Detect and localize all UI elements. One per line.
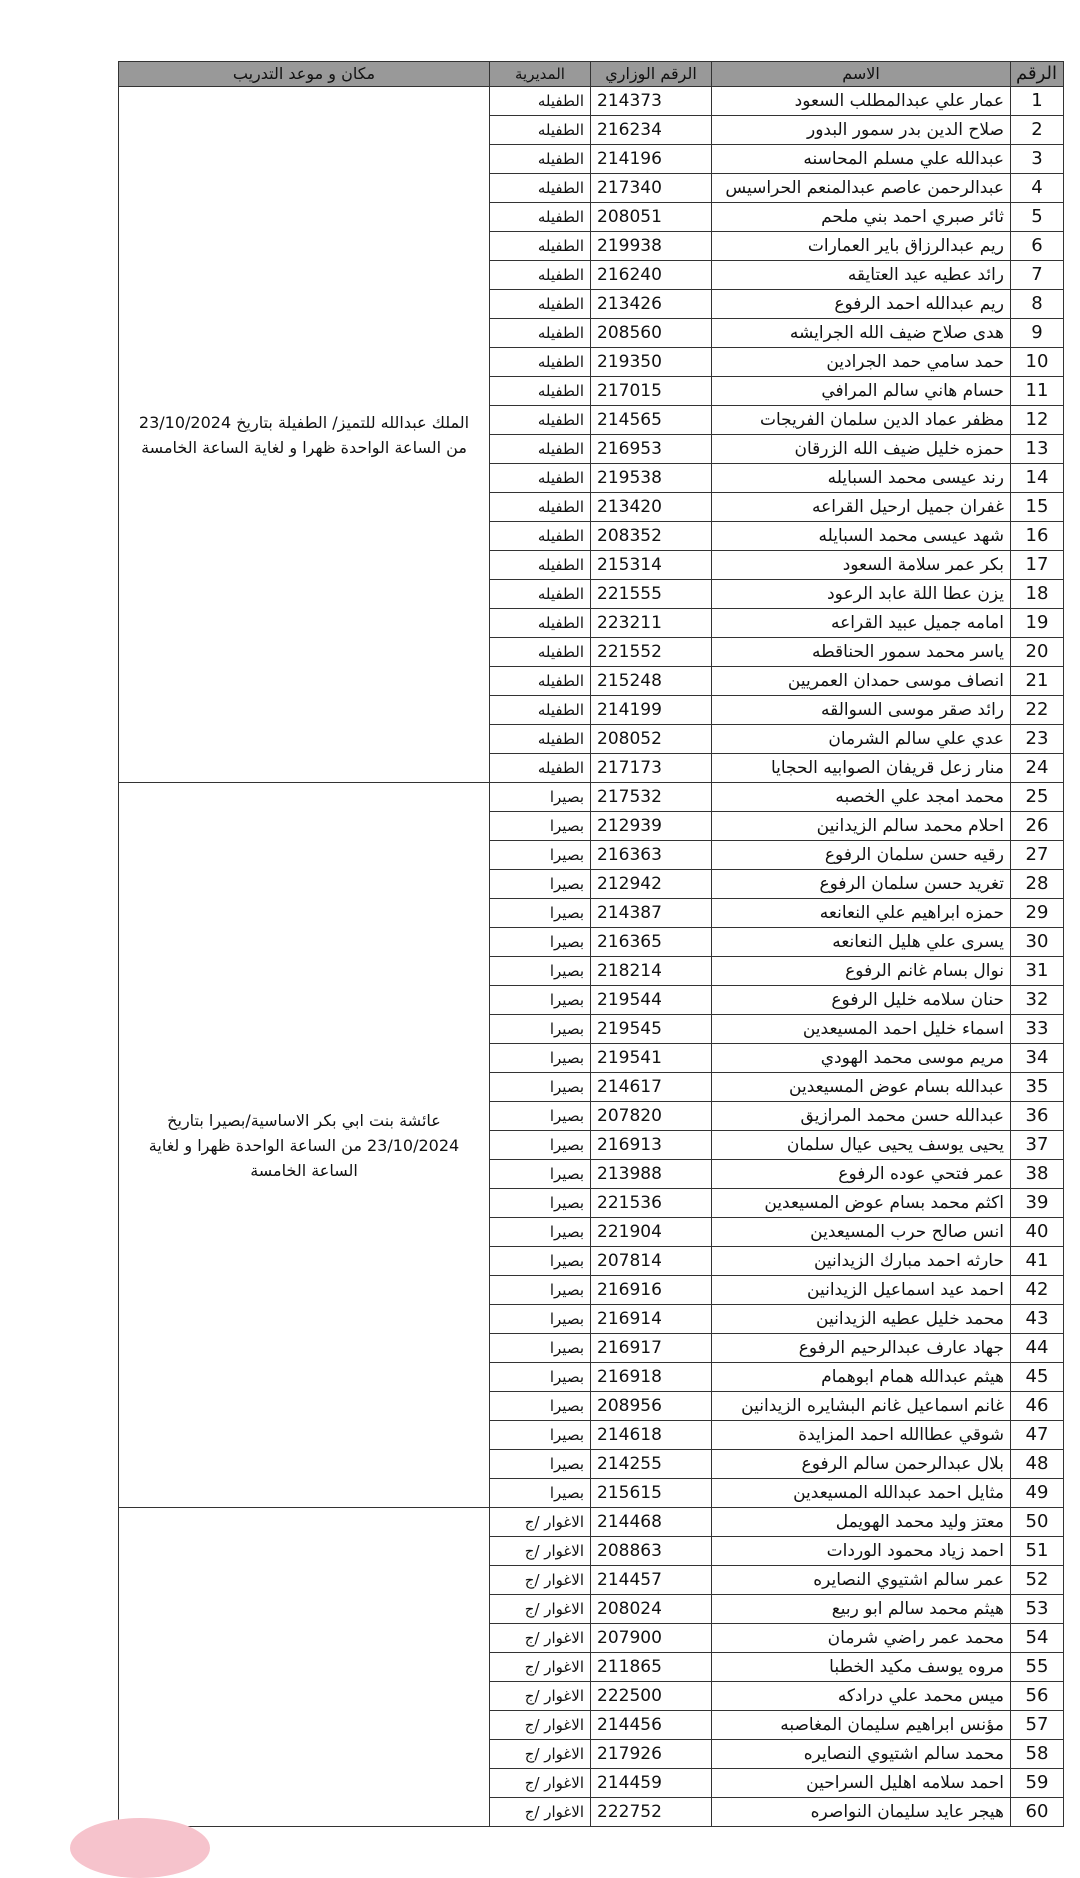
cell-num: 12 bbox=[1011, 406, 1064, 435]
trainees-table bbox=[118, 61, 1064, 1827]
cell-num: 3 bbox=[1011, 145, 1064, 174]
cell-num: 50 bbox=[1011, 1508, 1064, 1537]
cell-directorate: بصيرا bbox=[490, 841, 591, 870]
cell-name: حمد سامي حمد الجرادين bbox=[712, 348, 1011, 377]
cell-name: شوقي عطاالله احمد المزايدة bbox=[712, 1421, 1011, 1450]
cell-num: 11 bbox=[1011, 377, 1064, 406]
cell-ministerial-id: 214617 bbox=[591, 1073, 712, 1102]
cell-name: معتز وليد محمد الهويمل bbox=[712, 1508, 1011, 1537]
cell-directorate: الطفيله bbox=[490, 87, 591, 116]
cell-num: 23 bbox=[1011, 725, 1064, 754]
cell-name: محمد خليل عطيه الزيدانين bbox=[712, 1305, 1011, 1334]
cell-ministerial-id: 214565 bbox=[591, 406, 712, 435]
cell-num: 59 bbox=[1011, 1769, 1064, 1798]
cell-num: 54 bbox=[1011, 1624, 1064, 1653]
cell-num: 51 bbox=[1011, 1537, 1064, 1566]
cell-ministerial-id: 208352 bbox=[591, 522, 712, 551]
cell-directorate: الطفيله bbox=[490, 232, 591, 261]
cell-name: يحيى يوسف يحيى عيال سلمان bbox=[712, 1131, 1011, 1160]
cell-num: 34 bbox=[1011, 1044, 1064, 1073]
cell-directorate: الطفيله bbox=[490, 174, 591, 203]
cell-name: محمد امجد علي الخصبه bbox=[712, 783, 1011, 812]
cell-ministerial-id: 216918 bbox=[591, 1363, 712, 1392]
cell-ministerial-id: 214255 bbox=[591, 1450, 712, 1479]
cell-directorate: الطفيله bbox=[490, 551, 591, 580]
cell-num: 56 bbox=[1011, 1682, 1064, 1711]
cell-ministerial-id: 212939 bbox=[591, 812, 712, 841]
cell-num: 2 bbox=[1011, 116, 1064, 145]
cell-directorate: بصيرا bbox=[490, 1189, 591, 1218]
cell-num: 37 bbox=[1011, 1131, 1064, 1160]
cell-directorate: الطفيله bbox=[490, 203, 591, 232]
cell-ministerial-id: 213426 bbox=[591, 290, 712, 319]
cell-name: عبدالله علي مسلم المحاسنه bbox=[712, 145, 1011, 174]
cell-directorate: بصيرا bbox=[490, 899, 591, 928]
cell-directorate: بصيرا bbox=[490, 1479, 591, 1508]
cell-name: اكثم محمد بسام عوض المسيعدين bbox=[712, 1189, 1011, 1218]
cell-name: رند عيسى محمد السبايله bbox=[712, 464, 1011, 493]
cell-name: مثايل احمد عبدالله المسيعدين bbox=[712, 1479, 1011, 1508]
cell-directorate: بصيرا bbox=[490, 783, 591, 812]
cell-name: عمار علي عبدالمطلب السعود bbox=[712, 87, 1011, 116]
cell-name: احمد عيد اسماعيل الزيدانين bbox=[712, 1276, 1011, 1305]
cell-num: 4 bbox=[1011, 174, 1064, 203]
cell-directorate: الاغوار /ج bbox=[490, 1508, 591, 1537]
cell-num: 35 bbox=[1011, 1073, 1064, 1102]
cell-name: صلاح الدين بدر سمور البدور bbox=[712, 116, 1011, 145]
cell-num: 31 bbox=[1011, 957, 1064, 986]
cell-name: هيجر عايد سليمان النواصره bbox=[712, 1798, 1011, 1827]
stamp-mark bbox=[70, 1818, 210, 1878]
cell-name: حمزه ابراهيم علي النعانعه bbox=[712, 899, 1011, 928]
cell-name: حارثه احمد مبارك الزيدانين bbox=[712, 1247, 1011, 1276]
cell-name: احمد سلامه اهليل السراحين bbox=[712, 1769, 1011, 1798]
cell-directorate: الاغوار /ج bbox=[490, 1682, 591, 1711]
cell-directorate: الاغوار /ج bbox=[490, 1595, 591, 1624]
cell-ministerial-id: 221552 bbox=[591, 638, 712, 667]
cell-directorate: بصيرا bbox=[490, 1421, 591, 1450]
cell-num: 58 bbox=[1011, 1740, 1064, 1769]
cell-name: رائد عطيه عيد العتايقه bbox=[712, 261, 1011, 290]
cell-ministerial-id: 216913 bbox=[591, 1131, 712, 1160]
cell-num: 30 bbox=[1011, 928, 1064, 957]
cell-name: ميس محمد علي درادكه bbox=[712, 1682, 1011, 1711]
cell-num: 52 bbox=[1011, 1566, 1064, 1595]
cell-ministerial-id: 223211 bbox=[591, 609, 712, 638]
cell-directorate: الطفيله bbox=[490, 638, 591, 667]
cell-ministerial-id: 216953 bbox=[591, 435, 712, 464]
cell-ministerial-id: 217340 bbox=[591, 174, 712, 203]
cell-num: 47 bbox=[1011, 1421, 1064, 1450]
cell-directorate: الاغوار /ج bbox=[490, 1798, 591, 1827]
cell-ministerial-id: 216363 bbox=[591, 841, 712, 870]
cell-directorate: بصيرا bbox=[490, 1247, 591, 1276]
cell-ministerial-id: 208560 bbox=[591, 319, 712, 348]
cell-directorate: الطفيله bbox=[490, 319, 591, 348]
table-row bbox=[119, 1508, 1064, 1537]
cell-name: منار زعل قريفان الصوابيه الحجايا bbox=[712, 754, 1011, 783]
cell-ministerial-id: 219350 bbox=[591, 348, 712, 377]
cell-directorate: الاغوار /ج bbox=[490, 1711, 591, 1740]
cell-directorate: بصيرا bbox=[490, 870, 591, 899]
cell-ministerial-id: 217173 bbox=[591, 754, 712, 783]
cell-ministerial-id: 219545 bbox=[591, 1015, 712, 1044]
cell-name: عمر سالم اشتيوي النصايره bbox=[712, 1566, 1011, 1595]
cell-num: 7 bbox=[1011, 261, 1064, 290]
cell-num: 39 bbox=[1011, 1189, 1064, 1218]
cell-directorate: الاغوار /ج bbox=[490, 1537, 591, 1566]
cell-directorate: الطفيله bbox=[490, 493, 591, 522]
cell-num: 29 bbox=[1011, 899, 1064, 928]
cell-directorate: بصيرا bbox=[490, 1102, 591, 1131]
cell-name: شهد عيسى محمد السبايله bbox=[712, 522, 1011, 551]
header-directorate: المديرية bbox=[490, 62, 591, 87]
cell-ministerial-id: 208863 bbox=[591, 1537, 712, 1566]
cell-name: بكر عمر سلامة السعود bbox=[712, 551, 1011, 580]
cell-name: انصاف موسى حمدان العمريين bbox=[712, 667, 1011, 696]
cell-num: 43 bbox=[1011, 1305, 1064, 1334]
cell-directorate: الطفيله bbox=[490, 522, 591, 551]
table-row bbox=[119, 783, 1064, 812]
cell-name: محمد سالم اشتيوي النصايره bbox=[712, 1740, 1011, 1769]
cell-ministerial-id: 222752 bbox=[591, 1798, 712, 1827]
cell-ministerial-id: 216240 bbox=[591, 261, 712, 290]
cell-ministerial-id: 214373 bbox=[591, 87, 712, 116]
cell-ministerial-id: 216916 bbox=[591, 1276, 712, 1305]
cell-directorate: بصيرا bbox=[490, 1218, 591, 1247]
cell-ministerial-id: 213420 bbox=[591, 493, 712, 522]
cell-ministerial-id: 219538 bbox=[591, 464, 712, 493]
cell-directorate: الطفيله bbox=[490, 725, 591, 754]
cell-directorate: بصيرا bbox=[490, 1305, 591, 1334]
cell-directorate: بصيرا bbox=[490, 812, 591, 841]
cell-ministerial-id: 207814 bbox=[591, 1247, 712, 1276]
cell-name: يسرى علي هليل النعانعه bbox=[712, 928, 1011, 957]
cell-name: هيثم محمد سالم ابو ربيع bbox=[712, 1595, 1011, 1624]
cell-ministerial-id: 214199 bbox=[591, 696, 712, 725]
cell-ministerial-id: 219938 bbox=[591, 232, 712, 261]
cell-ministerial-id: 221555 bbox=[591, 580, 712, 609]
cell-ministerial-id: 219541 bbox=[591, 1044, 712, 1073]
cell-ministerial-id: 219544 bbox=[591, 986, 712, 1015]
cell-name: محمد عمر راضي شرمان bbox=[712, 1624, 1011, 1653]
cell-ministerial-id: 212942 bbox=[591, 870, 712, 899]
cell-directorate: الطفيله bbox=[490, 406, 591, 435]
cell-ministerial-id: 217015 bbox=[591, 377, 712, 406]
header-place-time: مكان و موعد التدريب bbox=[119, 62, 490, 87]
cell-num: 6 bbox=[1011, 232, 1064, 261]
cell-ministerial-id: 215314 bbox=[591, 551, 712, 580]
cell-directorate: الطفيله bbox=[490, 116, 591, 145]
cell-ministerial-id: 216234 bbox=[591, 116, 712, 145]
cell-num: 36 bbox=[1011, 1102, 1064, 1131]
cell-num: 1 bbox=[1011, 87, 1064, 116]
cell-name: امامه جميل عبيد القراعه bbox=[712, 609, 1011, 638]
cell-num: 16 bbox=[1011, 522, 1064, 551]
cell-directorate: بصيرا bbox=[490, 1363, 591, 1392]
header-name: الاسم bbox=[712, 62, 1011, 87]
cell-directorate: الطفيله bbox=[490, 754, 591, 783]
cell-ministerial-id: 221536 bbox=[591, 1189, 712, 1218]
cell-num: 48 bbox=[1011, 1450, 1064, 1479]
cell-ministerial-id: 217926 bbox=[591, 1740, 712, 1769]
cell-directorate: الاغوار /ج bbox=[490, 1624, 591, 1653]
cell-name: مروه يوسف مكيد الخطبا bbox=[712, 1653, 1011, 1682]
cell-ministerial-id: 214196 bbox=[591, 145, 712, 174]
cell-ministerial-id: 208024 bbox=[591, 1595, 712, 1624]
table-header bbox=[119, 62, 1064, 87]
cell-place-time: الملك عبدالله للتميز/ الطفيلة بتاريخ 23/10/2024 من الساعة الواحدة ظهرا و لغاية الساعة الخامسة bbox=[119, 87, 490, 783]
cell-name: انس صالح حرب المسيعدين bbox=[712, 1218, 1011, 1247]
cell-name: ريم عبدالله احمد الرفوع bbox=[712, 290, 1011, 319]
cell-directorate: الطفيله bbox=[490, 696, 591, 725]
cell-num: 49 bbox=[1011, 1479, 1064, 1508]
cell-directorate: بصيرا bbox=[490, 1334, 591, 1363]
cell-num: 10 bbox=[1011, 348, 1064, 377]
cell-ministerial-id: 218214 bbox=[591, 957, 712, 986]
cell-num: 42 bbox=[1011, 1276, 1064, 1305]
cell-directorate: الطفيله bbox=[490, 580, 591, 609]
cell-directorate: الطفيله bbox=[490, 348, 591, 377]
cell-directorate: الاغوار /ج bbox=[490, 1769, 591, 1798]
cell-num: 24 bbox=[1011, 754, 1064, 783]
cell-name: عمر فتحي عوده الرفوع bbox=[712, 1160, 1011, 1189]
header-row bbox=[119, 62, 1064, 87]
cell-ministerial-id: 213988 bbox=[591, 1160, 712, 1189]
cell-num: 15 bbox=[1011, 493, 1064, 522]
cell-directorate: الطفيله bbox=[490, 435, 591, 464]
cell-ministerial-id: 208052 bbox=[591, 725, 712, 754]
cell-name: مريم موسى محمد الهودي bbox=[712, 1044, 1011, 1073]
cell-name: بلال عبدالرحمن سالم الرفوع bbox=[712, 1450, 1011, 1479]
cell-directorate: بصيرا bbox=[490, 957, 591, 986]
cell-name: رقيه حسن سلمان الرفوع bbox=[712, 841, 1011, 870]
cell-name: ثائر صبري احمد بني ملحم bbox=[712, 203, 1011, 232]
cell-num: 25 bbox=[1011, 783, 1064, 812]
cell-ministerial-id: 214459 bbox=[591, 1769, 712, 1798]
cell-name: احمد زياد محمود الوردات bbox=[712, 1537, 1011, 1566]
cell-directorate: الاغوار /ج bbox=[490, 1740, 591, 1769]
cell-num: 45 bbox=[1011, 1363, 1064, 1392]
cell-num: 33 bbox=[1011, 1015, 1064, 1044]
cell-ministerial-id: 215615 bbox=[591, 1479, 712, 1508]
cell-directorate: بصيرا bbox=[490, 928, 591, 957]
cell-directorate: الطفيله bbox=[490, 145, 591, 174]
cell-name: يزن عطا اللة عابد الرعود bbox=[712, 580, 1011, 609]
cell-name: اسماء خليل احمد المسيعدين bbox=[712, 1015, 1011, 1044]
cell-name: مؤنس ابراهيم سليمان المغاصبه bbox=[712, 1711, 1011, 1740]
cell-ministerial-id: 214468 bbox=[591, 1508, 712, 1537]
cell-num: 14 bbox=[1011, 464, 1064, 493]
cell-name: هدى صلاح ضيف الله الجرايشه bbox=[712, 319, 1011, 348]
cell-directorate: الطفيله bbox=[490, 667, 591, 696]
cell-ministerial-id: 215248 bbox=[591, 667, 712, 696]
cell-num: 20 bbox=[1011, 638, 1064, 667]
cell-name: عبدالله حسن محمد المرازيق bbox=[712, 1102, 1011, 1131]
cell-ministerial-id: 222500 bbox=[591, 1682, 712, 1711]
cell-num: 44 bbox=[1011, 1334, 1064, 1363]
cell-name: عدي علي سالم الشرمان bbox=[712, 725, 1011, 754]
cell-directorate: الطفيله bbox=[490, 464, 591, 493]
cell-name: جهاد عارف عبدالرحيم الرفوع bbox=[712, 1334, 1011, 1363]
cell-directorate: بصيرا bbox=[490, 1276, 591, 1305]
cell-directorate: الاغوار /ج bbox=[490, 1653, 591, 1682]
header-ministerial-id: الرقم الوزاري bbox=[591, 62, 712, 87]
cell-name: غفران جميل ارحيل القراعه bbox=[712, 493, 1011, 522]
cell-directorate: بصيرا bbox=[490, 1073, 591, 1102]
cell-num: 9 bbox=[1011, 319, 1064, 348]
cell-directorate: بصيرا bbox=[490, 1392, 591, 1421]
cell-num: 22 bbox=[1011, 696, 1064, 725]
cell-num: 55 bbox=[1011, 1653, 1064, 1682]
cell-num: 46 bbox=[1011, 1392, 1064, 1421]
cell-name: نوال بسام غانم الرفوع bbox=[712, 957, 1011, 986]
cell-num: 60 bbox=[1011, 1798, 1064, 1827]
cell-ministerial-id: 221904 bbox=[591, 1218, 712, 1247]
cell-ministerial-id: 214456 bbox=[591, 1711, 712, 1740]
cell-directorate: بصيرا bbox=[490, 986, 591, 1015]
cell-num: 5 bbox=[1011, 203, 1064, 232]
cell-name: غانم اسماعيل غانم البشايره الزيدانين bbox=[712, 1392, 1011, 1421]
cell-num: 17 bbox=[1011, 551, 1064, 580]
cell-num: 8 bbox=[1011, 290, 1064, 319]
cell-directorate: بصيرا bbox=[490, 1131, 591, 1160]
cell-place-time bbox=[119, 1508, 490, 1827]
cell-name: رائد صقر موسى السوالقه bbox=[712, 696, 1011, 725]
cell-num: 40 bbox=[1011, 1218, 1064, 1247]
cell-ministerial-id: 211865 bbox=[591, 1653, 712, 1682]
cell-num: 41 bbox=[1011, 1247, 1064, 1276]
cell-name: عبدالله بسام عوض المسيعدين bbox=[712, 1073, 1011, 1102]
table-body bbox=[119, 87, 1064, 1827]
cell-directorate: الطفيله bbox=[490, 377, 591, 406]
cell-num: 21 bbox=[1011, 667, 1064, 696]
cell-name: مظفر عماد الدين سلمان الفريجات bbox=[712, 406, 1011, 435]
cell-name: احلام محمد سالم الزيدانين bbox=[712, 812, 1011, 841]
cell-directorate: بصيرا bbox=[490, 1450, 591, 1479]
cell-name: ريم عبدالرزاق باير العمارات bbox=[712, 232, 1011, 261]
cell-ministerial-id: 207900 bbox=[591, 1624, 712, 1653]
cell-directorate: الطفيله bbox=[490, 290, 591, 319]
cell-directorate: بصيرا bbox=[490, 1160, 591, 1189]
cell-directorate: الاغوار /ج bbox=[490, 1566, 591, 1595]
cell-name: هيثم عبدالله همام ابوهمام bbox=[712, 1363, 1011, 1392]
cell-ministerial-id: 214618 bbox=[591, 1421, 712, 1450]
cell-num: 53 bbox=[1011, 1595, 1064, 1624]
cell-name: عبدالرحمن عاصم عبدالمنعم الحراسيس bbox=[712, 174, 1011, 203]
header-num: الرقم bbox=[1011, 62, 1064, 87]
cell-name: حسام هاني سالم المرافي bbox=[712, 377, 1011, 406]
cell-num: 26 bbox=[1011, 812, 1064, 841]
cell-num: 13 bbox=[1011, 435, 1064, 464]
cell-ministerial-id: 208956 bbox=[591, 1392, 712, 1421]
cell-name: حمزه خليل ضيف الله الزرقان bbox=[712, 435, 1011, 464]
cell-num: 18 bbox=[1011, 580, 1064, 609]
cell-num: 27 bbox=[1011, 841, 1064, 870]
cell-directorate: بصيرا bbox=[490, 1015, 591, 1044]
cell-ministerial-id: 216917 bbox=[591, 1334, 712, 1363]
cell-directorate: الطفيله bbox=[490, 261, 591, 290]
table-row bbox=[119, 87, 1064, 116]
cell-directorate: بصيرا bbox=[490, 1044, 591, 1073]
cell-num: 19 bbox=[1011, 609, 1064, 638]
cell-num: 32 bbox=[1011, 986, 1064, 1015]
cell-name: حنان سلامه خليل الرفوع bbox=[712, 986, 1011, 1015]
cell-ministerial-id: 217532 bbox=[591, 783, 712, 812]
cell-num: 28 bbox=[1011, 870, 1064, 899]
cell-num: 57 bbox=[1011, 1711, 1064, 1740]
cell-ministerial-id: 214387 bbox=[591, 899, 712, 928]
cell-directorate: الطفيله bbox=[490, 609, 591, 638]
cell-ministerial-id: 216914 bbox=[591, 1305, 712, 1334]
cell-ministerial-id: 214457 bbox=[591, 1566, 712, 1595]
cell-num: 38 bbox=[1011, 1160, 1064, 1189]
cell-ministerial-id: 207820 bbox=[591, 1102, 712, 1131]
cell-ministerial-id: 208051 bbox=[591, 203, 712, 232]
cell-ministerial-id: 216365 bbox=[591, 928, 712, 957]
cell-name: تغريد حسن سلمان الرفوع bbox=[712, 870, 1011, 899]
cell-name: ياسر محمد سمور الحناقطه bbox=[712, 638, 1011, 667]
cell-place-time: عائشة بنت ابي بكر الاساسية/بصيرا بتاريخ 23/10/2024 من الساعة الواحدة ظهرا و لغاية الساعة الخامسة bbox=[119, 783, 490, 1508]
